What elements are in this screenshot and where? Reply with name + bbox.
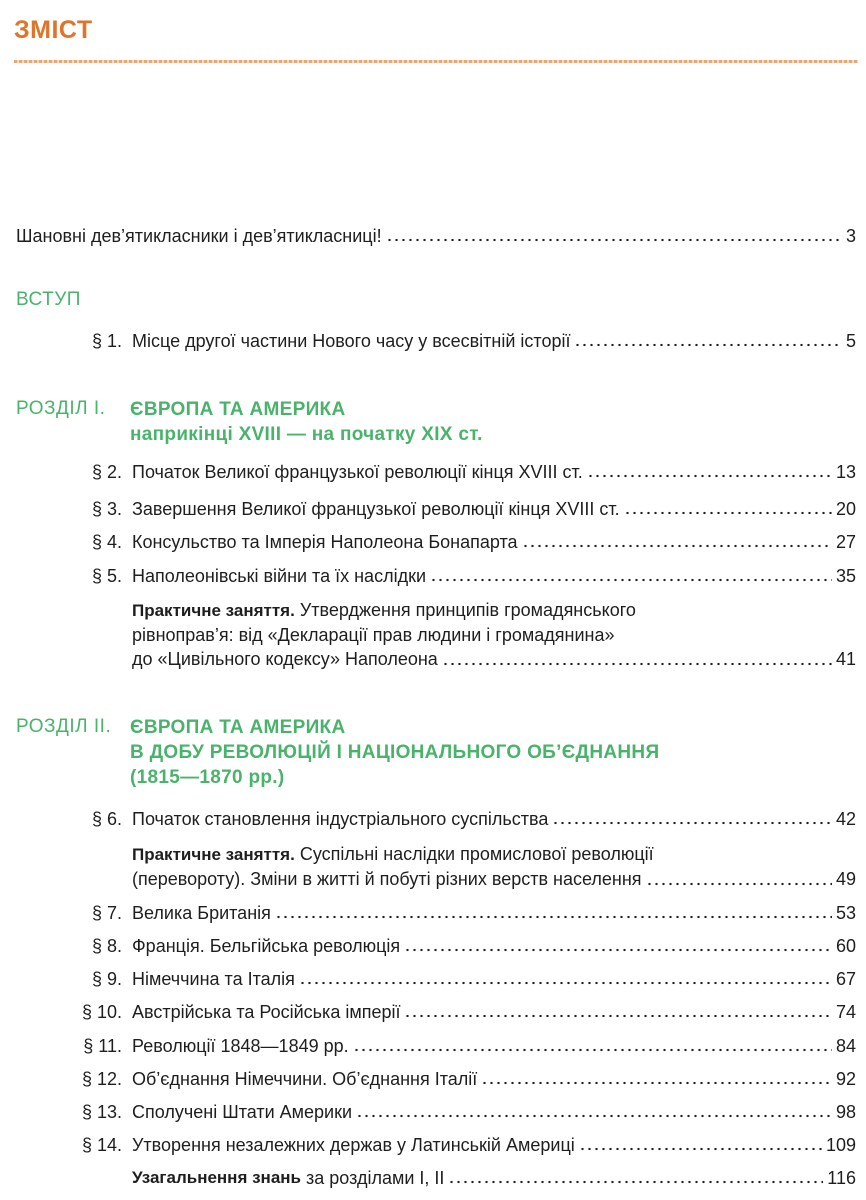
page-number: 41 <box>835 649 856 669</box>
toc-entry[interactable] <box>70 902 856 924</box>
toc-entry[interactable] <box>70 808 856 830</box>
page-number: 98 <box>835 1102 856 1122</box>
leader-dots <box>430 578 832 582</box>
leader-dots <box>299 981 832 985</box>
section-title-line: ЄВРОПА ТА АМЕРИКА <box>130 399 346 420</box>
leader-dots <box>624 511 832 515</box>
toc-entry-text: Шановні дев’ятикласники і дев’ятикласниці! <box>16 226 382 246</box>
leader-dots <box>275 915 832 919</box>
practical-text: до «Цивільного кодексу» Наполеона <box>132 649 438 669</box>
section-title-line: наприкінці XVIII — на початку XIX ст. <box>130 424 483 445</box>
page-number: 13 <box>835 462 856 482</box>
page-number: 5 <box>845 331 856 351</box>
page-number: 53 <box>835 903 856 923</box>
toc-entry-practical[interactable] <box>132 598 856 671</box>
toc-entry-text: Велика Британія <box>132 903 271 923</box>
leader-dots <box>353 1048 832 1052</box>
paragraph-number: § 3. <box>91 499 122 519</box>
leader-dots <box>386 238 842 242</box>
toc-entry-text: Німеччина та Італія <box>132 969 295 989</box>
leader-dots <box>442 662 832 666</box>
paragraph-number: § 6. <box>91 809 122 829</box>
leader-dots <box>356 1114 832 1118</box>
page-number: 116 <box>827 1168 856 1188</box>
paragraph-number: § 2. <box>91 462 122 482</box>
toc-entry[interactable] <box>70 498 856 520</box>
toc-entry-text: Утворення незалежних держав у Латинській Америці <box>132 1135 575 1155</box>
paragraph-number: § 1. <box>91 331 122 351</box>
paragraph-number: § 8. <box>91 936 122 956</box>
section-title-line: (1815—1870 рр.) <box>130 767 285 788</box>
leader-dots <box>587 474 832 478</box>
leader-dots <box>579 1147 822 1151</box>
paragraph-number: § 11. <box>83 1036 122 1056</box>
leader-dots <box>404 1014 831 1018</box>
leader-dots <box>481 1081 832 1085</box>
toc-entry-text: Сполучені Штати Америки <box>132 1102 353 1122</box>
section-label: РОЗДІЛ II. <box>16 716 112 737</box>
toc-entry-text: Революції 1848—1849 рр. <box>132 1036 349 1056</box>
page-number: 92 <box>835 1069 856 1089</box>
toc-entry[interactable] <box>70 1001 856 1023</box>
leader-dots <box>646 882 832 886</box>
title-divider <box>14 60 858 63</box>
paragraph-number: § 14. <box>81 1135 122 1155</box>
page-number: 49 <box>835 869 856 889</box>
leader-dots <box>448 1180 823 1184</box>
page-number: 60 <box>835 936 856 956</box>
practical-line <box>132 647 856 671</box>
page-number: 42 <box>835 809 856 829</box>
section-title <box>130 715 659 790</box>
practical-line <box>132 842 856 867</box>
toc-entry[interactable] <box>70 461 856 483</box>
paragraph-number: § 13. <box>81 1102 122 1122</box>
toc-entry[interactable] <box>70 531 856 553</box>
toc-entry[interactable] <box>70 1035 856 1057</box>
practical-text: Суспільні наслідки промислової революції <box>294 844 654 864</box>
toc-entry[interactable] <box>70 1134 856 1156</box>
paragraph-number: § 4. <box>91 532 122 552</box>
page-number: 3 <box>845 226 856 246</box>
practical-line: рівноправ’я: від «Декларації прав людини і громадянина» <box>132 625 615 645</box>
section-title-line: В ДОБУ РЕВОЛЮЦІЙ І НАЦІОНАЛЬНОГО ОБ’ЄДНАННЯ <box>130 742 660 763</box>
practical-text: (перевороту). Зміни в житті й побуті різних верств населення <box>132 869 642 889</box>
summary-lead: Узагальнення знань <box>132 1168 301 1187</box>
toc-entry-practical[interactable] <box>132 842 856 891</box>
toc-entry-text: Австрійська та Російська імперії <box>132 1002 401 1022</box>
practical-lead: Практичне заняття. <box>132 601 295 620</box>
toc-entry[interactable] <box>70 935 856 957</box>
leader-dots <box>522 544 832 548</box>
paragraph-number: § 5. <box>91 566 122 586</box>
page-number: 27 <box>835 532 856 552</box>
paragraph-number: § 10. <box>81 1002 122 1022</box>
toc-entry[interactable] <box>70 1101 856 1123</box>
paragraph-number: § 12. <box>81 1069 122 1089</box>
section-title <box>130 397 483 447</box>
toc-entry-text: Франція. Бельгійська революція <box>132 936 401 956</box>
toc-entry-text: Наполеонівські війни та їх наслідки <box>132 566 427 586</box>
page-number: 109 <box>825 1135 856 1155</box>
section-title-line: ЄВРОПА ТА АМЕРИКА <box>130 717 346 738</box>
section-label-vstup: ВСТУП <box>16 289 81 310</box>
toc-entry[interactable] <box>70 330 856 352</box>
practical-text: Утвердження принципів громадянського <box>294 600 636 620</box>
page-number: 74 <box>835 1002 856 1022</box>
page-number: 84 <box>835 1036 856 1056</box>
toc-entry-text: Початок Великої французької революції кінця XVIII ст. <box>132 462 583 482</box>
paragraph-number: § 9. <box>91 969 122 989</box>
toc-entry[interactable] <box>70 1068 856 1090</box>
toc-entry-text: Об’єднання Німеччини. Об’єднання Італії <box>132 1069 478 1089</box>
practical-line <box>132 867 856 891</box>
toc-entry-text: Місце другої частини Нового часу у всесвітній історії <box>132 331 571 351</box>
toc-entry[interactable] <box>70 565 856 587</box>
page-number: 35 <box>835 566 856 586</box>
toc-entry-text: за розділами I, II <box>301 1168 445 1188</box>
section-label: РОЗДІЛ I. <box>16 398 106 419</box>
page-number: 67 <box>835 969 856 989</box>
page-number: 20 <box>835 499 856 519</box>
page-title: ЗМІСТ <box>14 16 93 44</box>
toc-entry-text: Початок становлення індустріального суспільства <box>132 809 549 829</box>
paragraph-number: § 7. <box>91 903 122 923</box>
toc-entry-summary[interactable] <box>132 1167 856 1189</box>
leader-dots <box>574 343 842 347</box>
toc-entry-text: Консульство та Імперія Наполеона Бонапарта <box>132 532 518 552</box>
toc-entry-intro[interactable] <box>16 225 856 247</box>
practical-lead: Практичне заняття. <box>132 845 295 864</box>
leader-dots <box>404 948 832 952</box>
leader-dots <box>552 821 832 825</box>
practical-line <box>132 598 856 623</box>
toc-entry-text: Завершення Великої французької революції кінця XVIII ст. <box>132 499 620 519</box>
toc-entry[interactable] <box>70 968 856 990</box>
